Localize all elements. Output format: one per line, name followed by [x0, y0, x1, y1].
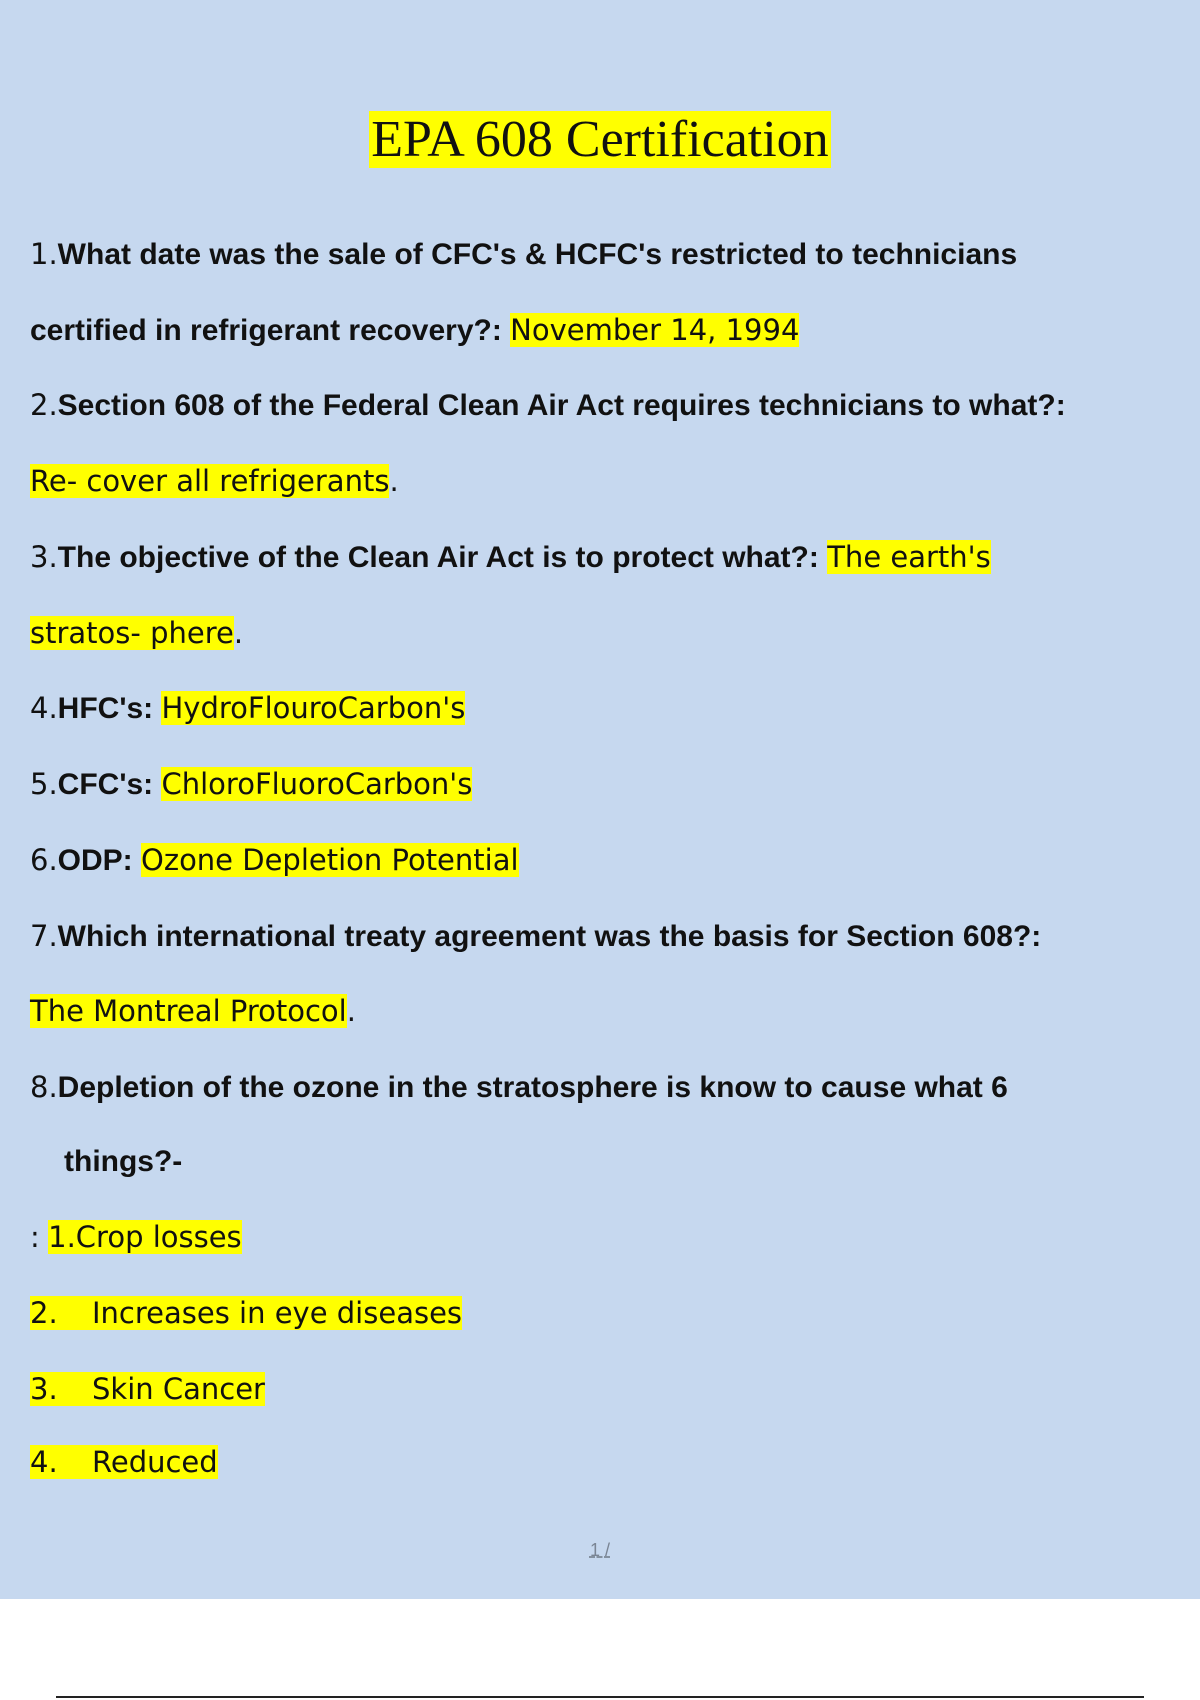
document-title: [0, 110, 1200, 170]
question-text: certified in refrigerant recovery?:: [30, 314, 502, 347]
answer-text: Reduced: [92, 1445, 218, 1479]
answer-8-item-4: [30, 1442, 218, 1483]
answer-number: 4.: [30, 1445, 58, 1479]
period: .: [389, 464, 399, 498]
answer-highlight: [30, 1372, 265, 1406]
answer-8-item-2: [30, 1293, 462, 1334]
answer-8-item-3: [30, 1369, 265, 1410]
question-2: [30, 385, 1066, 426]
question-5: [30, 764, 472, 805]
answer-highlight: The Montreal Protocol: [30, 994, 347, 1028]
answer-highlight: Re- cover all refrigerants: [30, 464, 390, 498]
answer-highlight: ChloroFluoroCarbon's: [161, 767, 473, 801]
colon: :: [30, 1220, 40, 1254]
answer-highlight: stratos- phere: [30, 616, 234, 650]
item-number: 8.: [30, 1070, 58, 1104]
question-8-line-1: [30, 1067, 1008, 1108]
answer-highlight: HydroFlouroCarbon's: [161, 691, 466, 725]
item-number: 6.: [30, 843, 58, 877]
period: .: [233, 616, 244, 650]
question-6: [30, 840, 519, 881]
page-number: 1 /: [589, 1540, 610, 1560]
answer-number: 1.: [48, 1220, 76, 1254]
answer-2: [30, 461, 399, 502]
question-1-line-1: [30, 234, 1017, 275]
question-text: things?-: [64, 1145, 183, 1178]
answer-text: Crop losses: [75, 1220, 242, 1254]
answer-number: 3.: [30, 1372, 58, 1406]
period: .: [346, 994, 356, 1028]
question-4: [30, 688, 465, 729]
item-number: 5.: [30, 767, 58, 801]
answer-text: Skin Cancer: [92, 1372, 265, 1406]
item-number: 4.: [30, 691, 58, 725]
answer-highlight: November 14, 1994: [510, 313, 800, 347]
question-text: Section 608 of the Federal Clean Air Act requires technicians to what?:: [57, 389, 1066, 422]
item-number: 2.: [30, 388, 58, 422]
question-text: What date was the sale of CFC's & HCFC's restricted to technicians: [57, 238, 1018, 271]
answer-text: Increases in eye diseases: [92, 1296, 463, 1330]
question-3: [30, 537, 991, 578]
question-text: CFC's:: [57, 768, 154, 801]
page-divider: [56, 1696, 1144, 1698]
answer-highlight: Ozone Depletion Potential: [141, 843, 519, 877]
question-text: The objective of the Clean Air Act is to protect what?:: [57, 541, 819, 574]
answer-number: 2.: [30, 1296, 58, 1330]
answer-highlight: The earth's: [827, 540, 991, 574]
question-1-line-2: [30, 310, 799, 351]
item-number: 1.: [30, 237, 58, 271]
question-8-line-2: [64, 1142, 182, 1182]
answer-3: [30, 613, 243, 654]
answer-8-item-1: [30, 1217, 242, 1258]
item-number: 7.: [30, 919, 58, 953]
answer-7: [30, 991, 356, 1032]
answer-highlight: [48, 1220, 242, 1254]
answer-highlight: [30, 1445, 218, 1479]
answer-highlight: [30, 1296, 462, 1330]
item-number: 3.: [30, 540, 58, 574]
question-text: ODP:: [57, 844, 133, 877]
question-text: HFC's:: [57, 692, 154, 725]
question-7: [30, 916, 1041, 957]
title-text: EPA 608 Certification: [371, 111, 829, 168]
question-text: Which international treaty agreement was the basis for Section 608?:: [57, 920, 1042, 953]
question-text: Depletion of the ozone in the stratosphere is know to cause what 6: [57, 1071, 1008, 1104]
